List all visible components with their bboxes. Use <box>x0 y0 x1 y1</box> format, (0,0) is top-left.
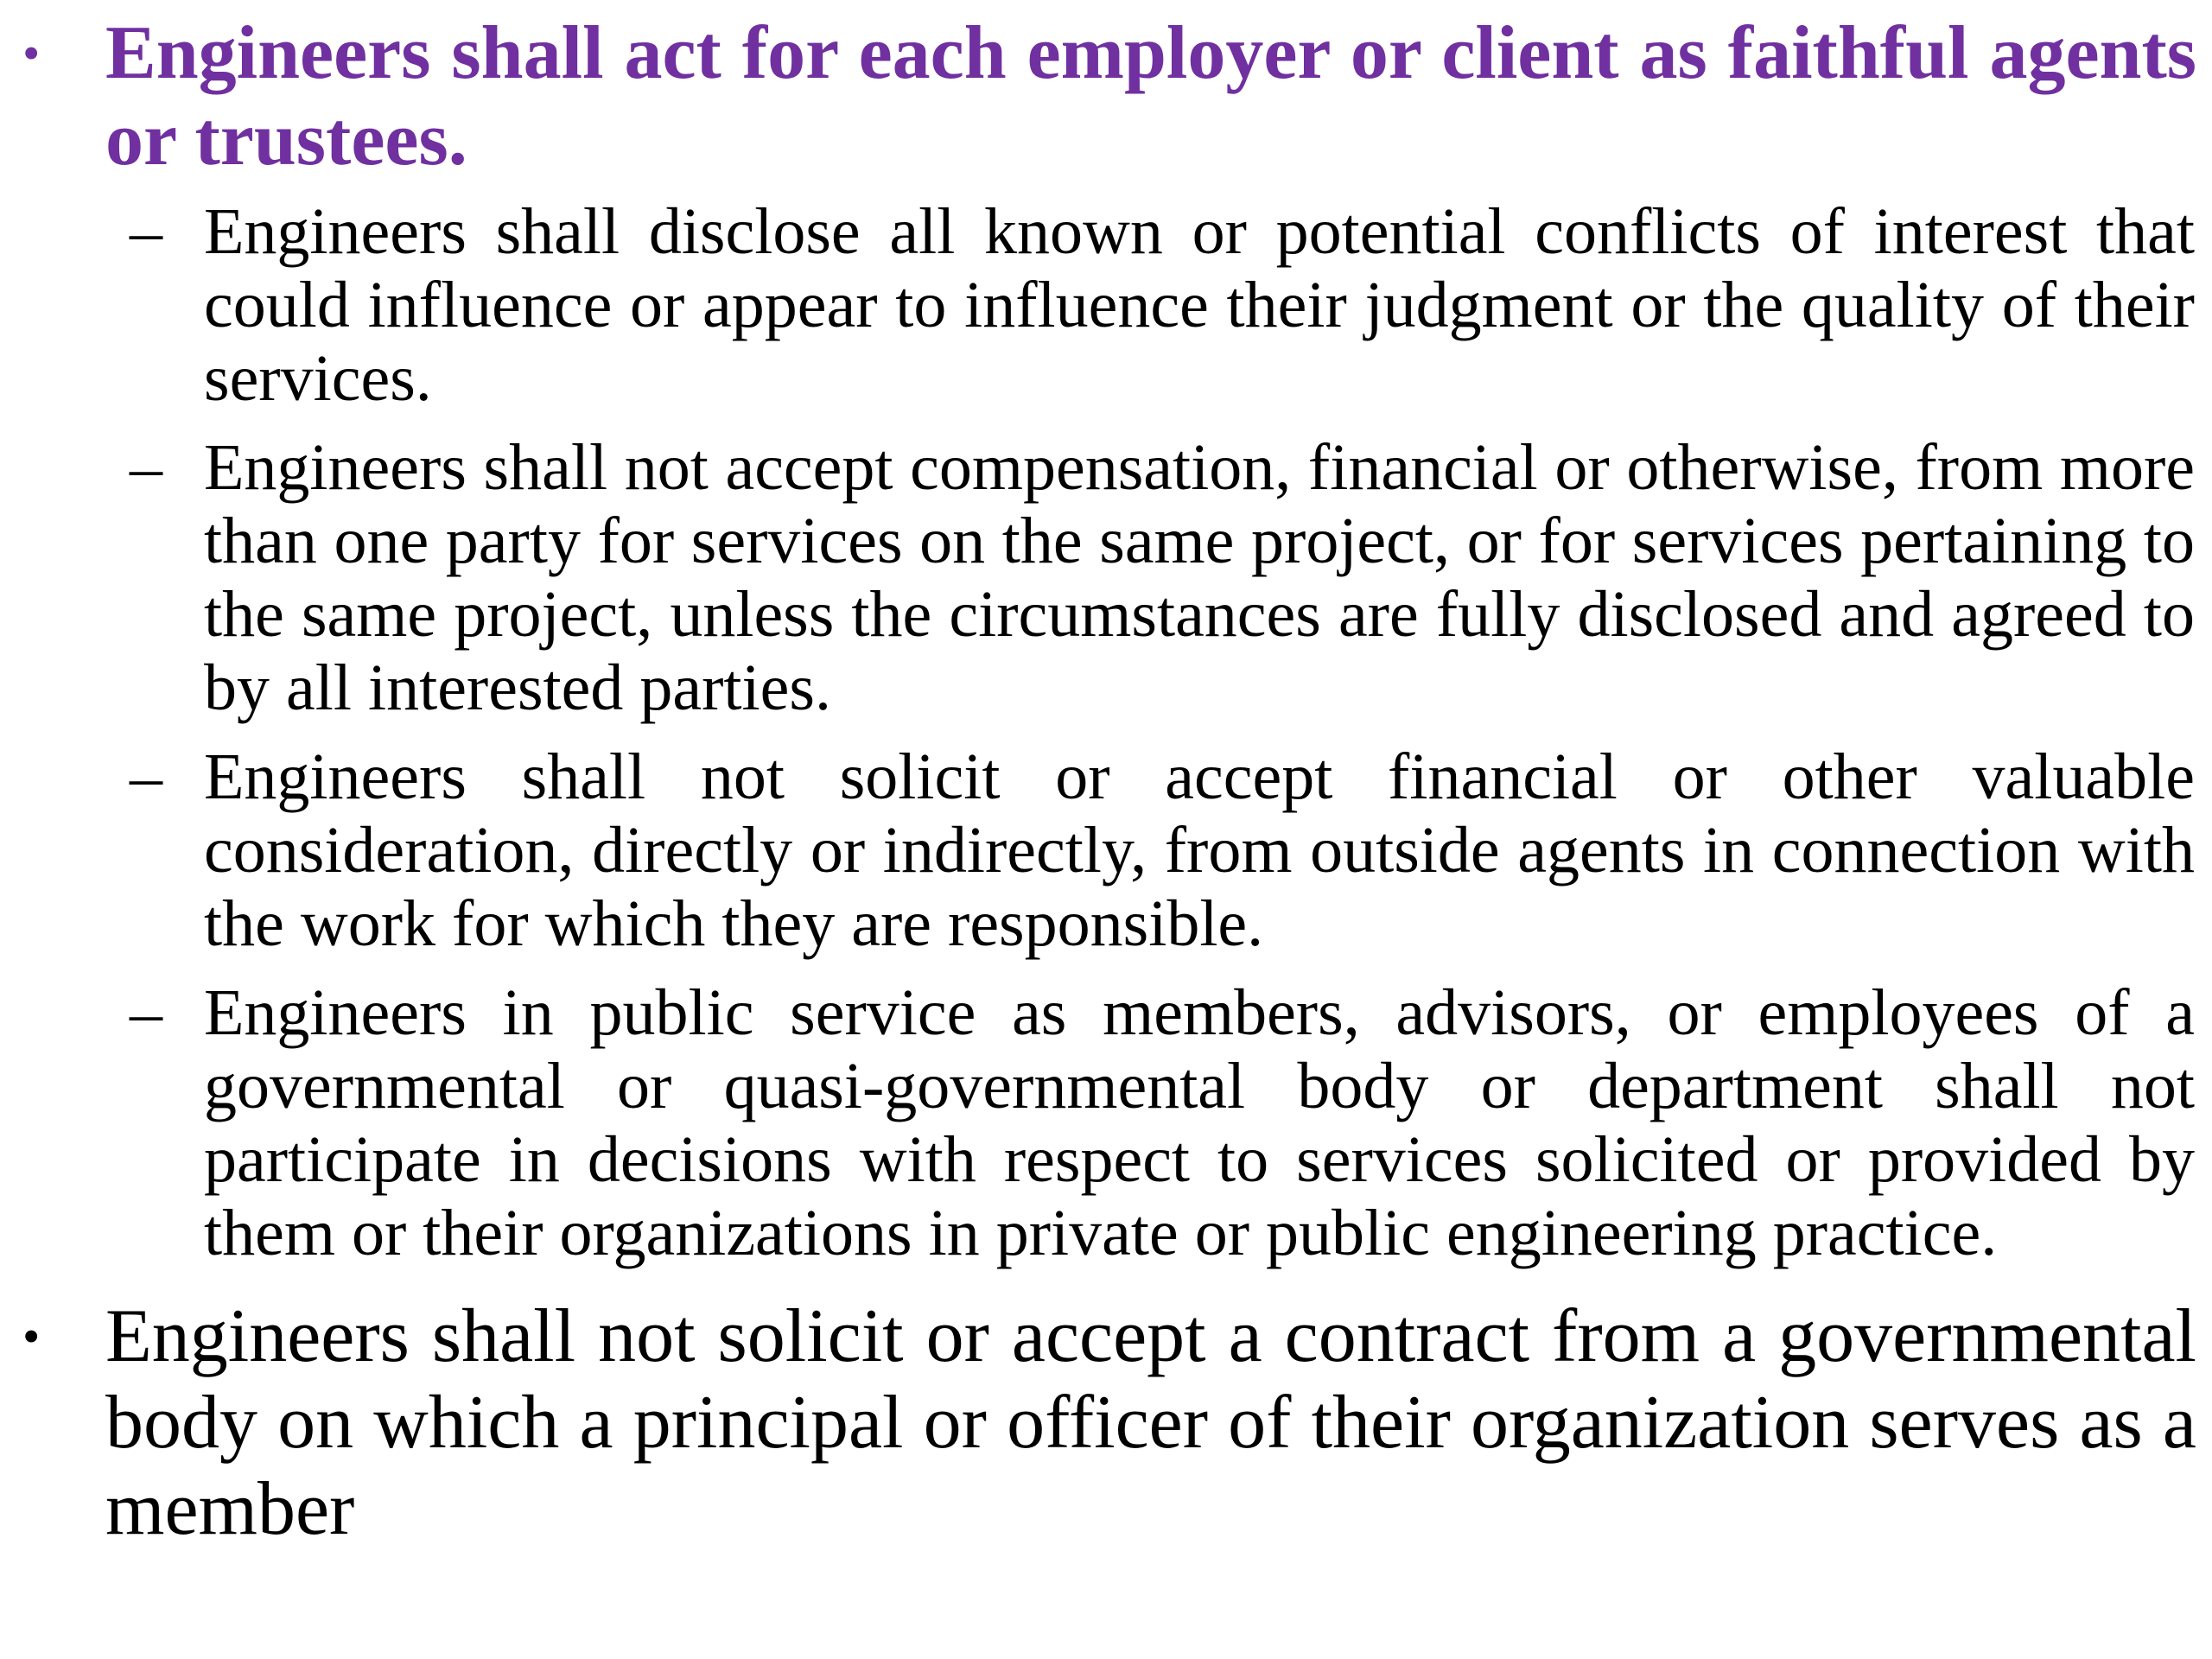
sub-point <box>0 741 2212 961</box>
final-point-text: Engineers shall not solicit or accept a contract from a governmental body on which a principal or officer of their organization serves as a member <box>105 1294 2196 1551</box>
sub-point <box>0 976 2212 1270</box>
sub-point <box>0 195 2212 416</box>
sub-point-text: Engineers shall not solicit or accept financial or other valuable consideration, directly or indirectly, from outside agents in connection with the work for which they are responsible. <box>204 741 2195 960</box>
sub-point-text: Engineers shall disclose all known or potential conflicts of interest that could influence or appear to influence their judgment or the quality of their services. <box>204 195 2195 415</box>
sub-point-list <box>0 195 2212 1286</box>
sub-point-dash: – <box>130 976 162 1049</box>
sub-point-dash: – <box>130 431 162 504</box>
sub-point-text: Engineers shall not accept compensation, financial or otherwise, from more than one party for services on the same project, or for services pertaining to the same project, unless the circumstances are fully disclosed and agreed to by all interested parties. <box>204 431 2195 724</box>
sub-point-dash: – <box>130 741 162 813</box>
main-point-bullet: • <box>22 25 41 81</box>
sub-point <box>0 431 2212 725</box>
sub-point-dash: – <box>130 195 162 268</box>
final-point-bullet: • <box>22 1308 41 1364</box>
sub-point-text: Engineers in public service as members, advisors, or employees of a governmental or quasi-governmental body or department shall not participate in decisions with respect to services solicited or provided by them or their organizations in private or public engineering practice. <box>204 976 2195 1269</box>
main-point <box>0 5 2212 187</box>
main-point-text: Engineers shall act for each employer or client as faithful agents or trustees. <box>105 11 2196 181</box>
